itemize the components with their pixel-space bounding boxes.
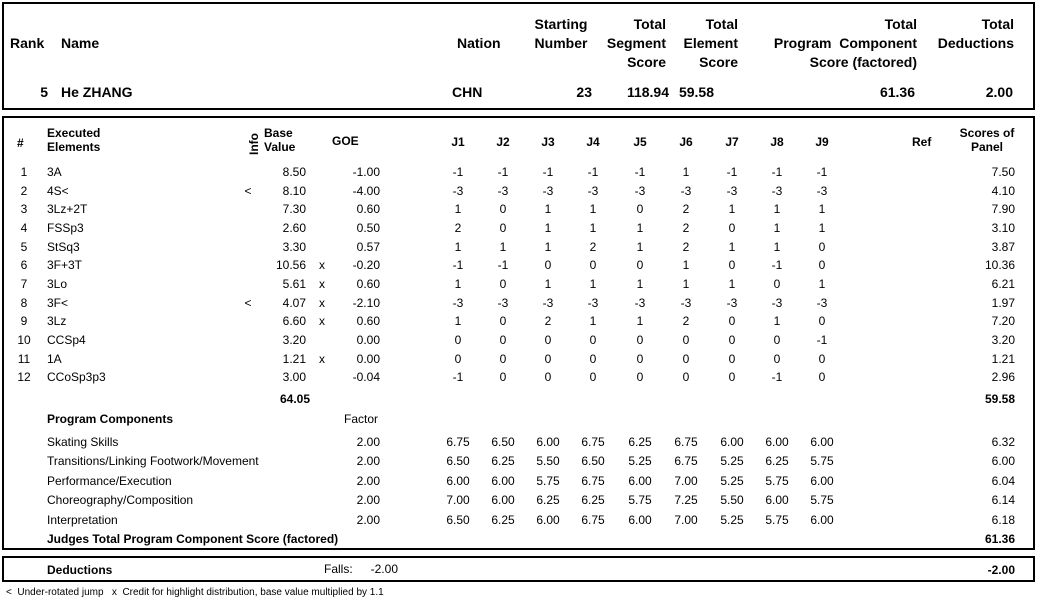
element-judge-9: 1 xyxy=(818,221,826,235)
element-num: 1 xyxy=(20,165,28,179)
component-judge-1: 6.00 xyxy=(446,474,470,488)
element-judge-1: -1 xyxy=(452,165,464,179)
element-goe: 0.50 xyxy=(356,221,380,235)
component-judge-6: 6.75 xyxy=(674,435,698,449)
component-judge-3: 5.75 xyxy=(536,474,560,488)
element-judge-1: 1 xyxy=(454,314,462,328)
element-judge-6: 0 xyxy=(682,370,690,384)
element-name: 4S< xyxy=(47,184,69,198)
falls-value: -2.00 xyxy=(370,562,398,576)
skater-nation: CHN xyxy=(452,84,483,100)
element-judge-6: 1 xyxy=(682,258,690,272)
element-judge-1: -3 xyxy=(452,296,464,310)
element-bonus-x: x xyxy=(319,314,325,328)
name-header: Name xyxy=(61,35,100,51)
element-judge-6: -3 xyxy=(680,184,692,198)
element-judge-2: 0 xyxy=(499,352,507,366)
component-name: Performance/Execution xyxy=(47,474,172,488)
element-judge-9: -1 xyxy=(816,165,828,179)
component-judge-5: 6.00 xyxy=(628,474,652,488)
element-num: 4 xyxy=(20,221,28,235)
element-judge-4: 1 xyxy=(589,277,597,291)
element-judge-4: 0 xyxy=(589,258,597,272)
element-judge-8: 0 xyxy=(773,277,781,291)
component-name: Choreography/Composition xyxy=(47,493,194,507)
element-name: CCoSp3p3 xyxy=(47,370,106,384)
component-judge-9: 5.75 xyxy=(810,493,834,507)
element-judge-2: -3 xyxy=(497,296,509,310)
element-judge-5: 0 xyxy=(636,352,644,366)
element-name: FSSp3 xyxy=(47,221,84,235)
element-goe: -0.04 xyxy=(352,370,380,384)
element-judge-8: -3 xyxy=(771,296,783,310)
skater-starting-number: 23 xyxy=(576,84,592,100)
element-judge-2: 0 xyxy=(499,314,507,328)
component-factor: 2.00 xyxy=(356,493,380,507)
judge-header-6: J6 xyxy=(679,135,693,149)
element-goe: 0.60 xyxy=(356,202,380,216)
element-judge-5: 0 xyxy=(636,333,644,347)
element-num: 12 xyxy=(17,370,31,384)
element-judge-3: -3 xyxy=(542,296,554,310)
element-judge-7: -3 xyxy=(726,184,738,198)
component-judge-2: 6.25 xyxy=(491,454,515,468)
component-judge-4: 6.75 xyxy=(581,513,605,527)
element-goe: 0.60 xyxy=(356,277,380,291)
element-judge-4: 0 xyxy=(589,333,597,347)
element-name: 3F< xyxy=(47,296,69,310)
element-judge-6: 1 xyxy=(682,165,690,179)
component-judge-6: 7.00 xyxy=(674,474,698,488)
element-judge-8: -1 xyxy=(771,165,783,179)
element-name: 3Lz xyxy=(47,314,67,328)
judge-header-5: J5 xyxy=(633,135,647,149)
element-judge-9: -3 xyxy=(816,296,828,310)
col-info-header: Info xyxy=(247,133,261,155)
nation-header: Nation xyxy=(457,35,501,51)
element-bonus-x: x xyxy=(319,296,325,310)
element-judge-3: 0 xyxy=(544,370,552,384)
element-goe: -1.00 xyxy=(352,165,380,179)
element-judge-7: -1 xyxy=(726,165,738,179)
factor-label: Factor xyxy=(344,412,379,426)
element-judge-3: 1 xyxy=(544,240,552,254)
col-goe-header: GOE xyxy=(332,134,359,148)
element-judge-6: 2 xyxy=(682,221,690,235)
element-bonus-x: x xyxy=(319,352,325,366)
component-judge-7: 5.25 xyxy=(720,513,744,527)
component-judge-2: 6.00 xyxy=(491,493,515,507)
element-panel-score: 2.96 xyxy=(991,370,1015,384)
component-name: Interpretation xyxy=(47,513,118,527)
element-judge-1: 1 xyxy=(454,202,462,216)
component-judge-3: 5.50 xyxy=(536,454,560,468)
element-name: 3Lo xyxy=(47,277,68,291)
component-factor: 2.00 xyxy=(356,435,380,449)
element-num: 9 xyxy=(20,314,28,328)
element-judge-5: -1 xyxy=(634,165,646,179)
rank-header: Rank xyxy=(10,35,45,51)
element-base-value: 6.60 xyxy=(282,314,306,328)
element-judge-4: 0 xyxy=(589,352,597,366)
element-panel-score: 4.10 xyxy=(991,184,1015,198)
element-name: 3F+3T xyxy=(47,258,83,272)
element-judge-5: 1 xyxy=(636,314,644,328)
element-judge-2: -1 xyxy=(497,258,509,272)
element-num: 10 xyxy=(17,333,31,347)
element-judge-3: -1 xyxy=(542,165,554,179)
element-judge-6: -3 xyxy=(680,296,692,310)
col-executed-header: Executed Elements xyxy=(47,126,101,154)
component-judge-3: 6.25 xyxy=(536,493,560,507)
element-judge-2: 0 xyxy=(499,202,507,216)
skater-rank: 5 xyxy=(40,84,48,100)
element-bonus-x: x xyxy=(319,277,325,291)
element-judge-9: 0 xyxy=(818,240,826,254)
element-base-value: 3.30 xyxy=(282,240,306,254)
element-judge-5: 1 xyxy=(636,240,644,254)
program-components-label: Program Components xyxy=(47,412,174,426)
component-judge-2: 6.25 xyxy=(491,513,515,527)
element-judge-9: 1 xyxy=(818,202,826,216)
element-judge-1: 0 xyxy=(454,333,462,347)
element-judge-3: 1 xyxy=(544,202,552,216)
judge-header-1: J1 xyxy=(451,135,465,149)
element-judge-6: 1 xyxy=(682,277,690,291)
footnote: < Under-rotated jump x Credit for highlight distribution, base value multiplied by 1.1 xyxy=(6,587,384,598)
element-judge-8: 0 xyxy=(773,352,781,366)
element-base-value: 8.50 xyxy=(282,165,306,179)
element-judge-8: 1 xyxy=(773,202,781,216)
element-judge-7: -3 xyxy=(726,296,738,310)
element-judge-7: 0 xyxy=(728,333,736,347)
element-judge-4: -3 xyxy=(587,184,599,198)
element-judge-9: 0 xyxy=(818,314,826,328)
element-goe: -2.10 xyxy=(352,296,380,310)
element-name: 3A xyxy=(47,165,62,179)
element-judge-8: 1 xyxy=(773,240,781,254)
element-num: 3 xyxy=(20,202,28,216)
component-panel-score: 6.04 xyxy=(991,474,1015,488)
col-ref-header: Ref xyxy=(912,135,932,149)
component-judge-8: 5.75 xyxy=(765,474,789,488)
element-base-value: 10.56 xyxy=(275,258,306,272)
element-goe: -0.20 xyxy=(352,258,380,272)
component-judge-8: 6.00 xyxy=(765,493,789,507)
element-num: 8 xyxy=(20,296,28,310)
element-judge-9: -1 xyxy=(816,333,828,347)
element-panel-score: 3.20 xyxy=(991,333,1015,347)
element-judge-6: 0 xyxy=(682,352,690,366)
element-judge-1: -1 xyxy=(452,370,464,384)
element-base-value: 3.20 xyxy=(282,333,306,347)
element-judge-4: 0 xyxy=(589,370,597,384)
component-judge-5: 6.00 xyxy=(628,513,652,527)
component-judge-2: 6.50 xyxy=(491,435,515,449)
element-judge-5: -3 xyxy=(634,184,646,198)
element-judge-7: 0 xyxy=(728,314,736,328)
element-judge-7: 1 xyxy=(728,202,736,216)
element-panel-score: 10.36 xyxy=(984,258,1015,272)
element-base-value: 1.21 xyxy=(282,352,306,366)
element-judge-7: 0 xyxy=(728,352,736,366)
element-goe: 0.57 xyxy=(356,240,380,254)
total-elements-score: 59.58 xyxy=(984,392,1015,406)
element-judge-6: 2 xyxy=(682,314,690,328)
element-info: < xyxy=(244,296,252,310)
element-panel-score: 3.87 xyxy=(991,240,1015,254)
element-num: 7 xyxy=(20,277,28,291)
component-factor: 2.00 xyxy=(356,474,380,488)
tss-header: Total Segment Score xyxy=(606,16,666,70)
component-panel-score: 6.14 xyxy=(991,493,1015,507)
element-judge-5: -3 xyxy=(634,296,646,310)
element-goe: 0.00 xyxy=(356,333,380,347)
element-base-value: 8.10 xyxy=(282,184,306,198)
judge-header-4: J4 xyxy=(586,135,600,149)
component-judge-5: 5.75 xyxy=(628,493,652,507)
element-judge-4: 1 xyxy=(589,221,597,235)
element-bonus-x: x xyxy=(319,258,325,272)
element-judge-2: 0 xyxy=(499,370,507,384)
component-judge-7: 5.25 xyxy=(720,474,744,488)
element-judge-7: 1 xyxy=(728,240,736,254)
element-judge-2: 0 xyxy=(499,221,507,235)
element-judge-7: 0 xyxy=(728,221,736,235)
component-judge-1: 6.50 xyxy=(446,513,470,527)
element-panel-score: 3.10 xyxy=(991,221,1015,235)
skater-tes: 59.58 xyxy=(678,84,714,100)
pcs-header: Total Program Component Score (factored) xyxy=(773,16,917,70)
element-num: 2 xyxy=(20,184,28,198)
element-num: 11 xyxy=(17,352,31,366)
element-judge-4: 1 xyxy=(589,202,597,216)
element-base-value: 2.60 xyxy=(282,221,306,235)
element-panel-score: 1.21 xyxy=(991,352,1015,366)
skater-tss: 118.94 xyxy=(626,84,669,100)
element-judge-2: -3 xyxy=(497,184,509,198)
judge-header-3: J3 xyxy=(541,135,555,149)
element-judge-8: 0 xyxy=(773,333,781,347)
deductions-header: Total Deductions xyxy=(937,16,1014,51)
element-judge-2: 0 xyxy=(499,333,507,347)
component-judge-4: 6.25 xyxy=(581,493,605,507)
component-judge-9: 6.00 xyxy=(810,513,834,527)
component-judge-6: 7.00 xyxy=(674,513,698,527)
judge-header-9: J9 xyxy=(815,135,829,149)
component-judge-8: 6.25 xyxy=(765,454,789,468)
col-panel-header: Scores of Panel xyxy=(959,126,1015,154)
element-judge-8: 1 xyxy=(773,221,781,235)
skater-pcs: 61.36 xyxy=(879,84,915,100)
element-judge-1: 1 xyxy=(454,240,462,254)
pcs-total-label: Judges Total Program Component Score (factored) xyxy=(47,532,339,546)
element-judge-4: -1 xyxy=(587,165,599,179)
element-panel-score: 6.21 xyxy=(991,277,1015,291)
component-name: Transitions/Linking Footwork/Movement xyxy=(47,454,259,468)
element-judge-1: 2 xyxy=(454,221,462,235)
component-judge-5: 5.25 xyxy=(628,454,652,468)
component-judge-7: 5.50 xyxy=(720,493,744,507)
element-info: < xyxy=(244,184,252,198)
element-judge-9: -3 xyxy=(816,184,828,198)
component-judge-2: 6.00 xyxy=(491,474,515,488)
element-base-value: 4.07 xyxy=(282,296,306,310)
element-judge-8: -1 xyxy=(771,258,783,272)
starting-number-header: Starting Number xyxy=(534,16,588,51)
element-judge-9: 0 xyxy=(818,258,826,272)
component-judge-7: 5.25 xyxy=(720,454,744,468)
element-judge-5: 0 xyxy=(636,202,644,216)
element-name: 3Lz+2T xyxy=(47,202,88,216)
component-name: Skating Skills xyxy=(47,435,119,449)
element-name: CCSp4 xyxy=(47,333,86,347)
element-judge-4: 1 xyxy=(589,314,597,328)
total-base-value: 64.05 xyxy=(279,392,310,406)
element-judge-1: -1 xyxy=(452,258,464,272)
deductions-label: Deductions xyxy=(47,563,113,577)
element-name: StSq3 xyxy=(47,240,80,254)
component-factor: 2.00 xyxy=(356,513,380,527)
element-judge-8: -3 xyxy=(771,184,783,198)
element-base-value: 7.30 xyxy=(282,202,306,216)
element-judge-1: -3 xyxy=(452,184,464,198)
component-judge-9: 6.00 xyxy=(810,435,834,449)
element-judge-9: 1 xyxy=(818,277,826,291)
element-base-value: 3.00 xyxy=(282,370,306,384)
element-judge-3: 1 xyxy=(544,221,552,235)
component-judge-6: 7.25 xyxy=(674,493,698,507)
element-judge-4: 2 xyxy=(589,240,597,254)
component-factor: 2.00 xyxy=(356,454,380,468)
pcs-total-score: 61.36 xyxy=(984,532,1015,546)
element-judge-6: 2 xyxy=(682,202,690,216)
element-judge-3: 1 xyxy=(544,277,552,291)
deductions-box xyxy=(2,556,1035,582)
tes-header: Total Element Score xyxy=(683,16,738,70)
element-judge-8: -1 xyxy=(771,370,783,384)
component-judge-1: 6.75 xyxy=(446,435,470,449)
element-name: 1A xyxy=(47,352,62,366)
component-judge-3: 6.00 xyxy=(536,435,560,449)
judge-header-8: J8 xyxy=(770,135,784,149)
component-judge-3: 6.00 xyxy=(536,513,560,527)
element-judge-5: 1 xyxy=(636,277,644,291)
element-goe: 0.60 xyxy=(356,314,380,328)
element-judge-4: -3 xyxy=(587,296,599,310)
component-judge-4: 6.50 xyxy=(581,454,605,468)
component-panel-score: 6.18 xyxy=(991,513,1015,527)
element-judge-6: 2 xyxy=(682,240,690,254)
component-judge-1: 6.50 xyxy=(446,454,470,468)
component-judge-7: 6.00 xyxy=(720,435,744,449)
col-base-value-header: Base Value xyxy=(264,126,296,154)
element-judge-2: 1 xyxy=(499,240,507,254)
element-base-value: 5.61 xyxy=(282,277,306,291)
component-judge-8: 6.00 xyxy=(765,435,789,449)
falls-label: Falls: xyxy=(324,562,353,576)
col-num-header: # xyxy=(17,136,24,150)
judge-header-2: J2 xyxy=(496,135,510,149)
element-judge-5: 1 xyxy=(636,221,644,235)
element-num: 6 xyxy=(20,258,28,272)
judge-header-7: J7 xyxy=(725,135,739,149)
element-judge-6: 0 xyxy=(682,333,690,347)
component-panel-score: 6.00 xyxy=(991,454,1015,468)
element-goe: 0.00 xyxy=(356,352,380,366)
element-judge-3: 0 xyxy=(544,333,552,347)
component-judge-4: 6.75 xyxy=(581,474,605,488)
element-panel-score: 7.90 xyxy=(991,202,1015,216)
component-judge-9: 5.75 xyxy=(810,454,834,468)
deductions-total: -2.00 xyxy=(987,563,1015,577)
element-judge-2: 0 xyxy=(499,277,507,291)
element-judge-9: 0 xyxy=(818,352,826,366)
element-panel-score: 7.20 xyxy=(991,314,1015,328)
component-judge-6: 6.75 xyxy=(674,454,698,468)
element-judge-3: 0 xyxy=(544,352,552,366)
element-judge-5: 0 xyxy=(636,258,644,272)
element-judge-5: 0 xyxy=(636,370,644,384)
element-panel-score: 1.97 xyxy=(991,296,1015,310)
element-judge-7: 0 xyxy=(728,258,736,272)
element-judge-2: -1 xyxy=(497,165,509,179)
element-judge-3: 0 xyxy=(544,258,552,272)
skater-deductions: 2.00 xyxy=(985,84,1013,100)
component-judge-1: 7.00 xyxy=(446,493,470,507)
element-num: 5 xyxy=(20,240,28,254)
skater-name: He ZHANG xyxy=(61,84,133,100)
component-judge-9: 6.00 xyxy=(810,474,834,488)
element-judge-3: 2 xyxy=(544,314,552,328)
element-judge-7: 0 xyxy=(728,370,736,384)
element-judge-9: 0 xyxy=(818,370,826,384)
component-judge-5: 6.25 xyxy=(628,435,652,449)
element-judge-1: 0 xyxy=(454,352,462,366)
element-judge-1: 1 xyxy=(454,277,462,291)
element-panel-score: 7.50 xyxy=(991,165,1015,179)
element-goe: -4.00 xyxy=(352,184,380,198)
element-judge-3: -3 xyxy=(542,184,554,198)
element-judge-7: 1 xyxy=(728,277,736,291)
element-judge-8: 1 xyxy=(773,314,781,328)
component-judge-8: 5.75 xyxy=(765,513,789,527)
component-judge-4: 6.75 xyxy=(581,435,605,449)
component-panel-score: 6.32 xyxy=(991,435,1015,449)
